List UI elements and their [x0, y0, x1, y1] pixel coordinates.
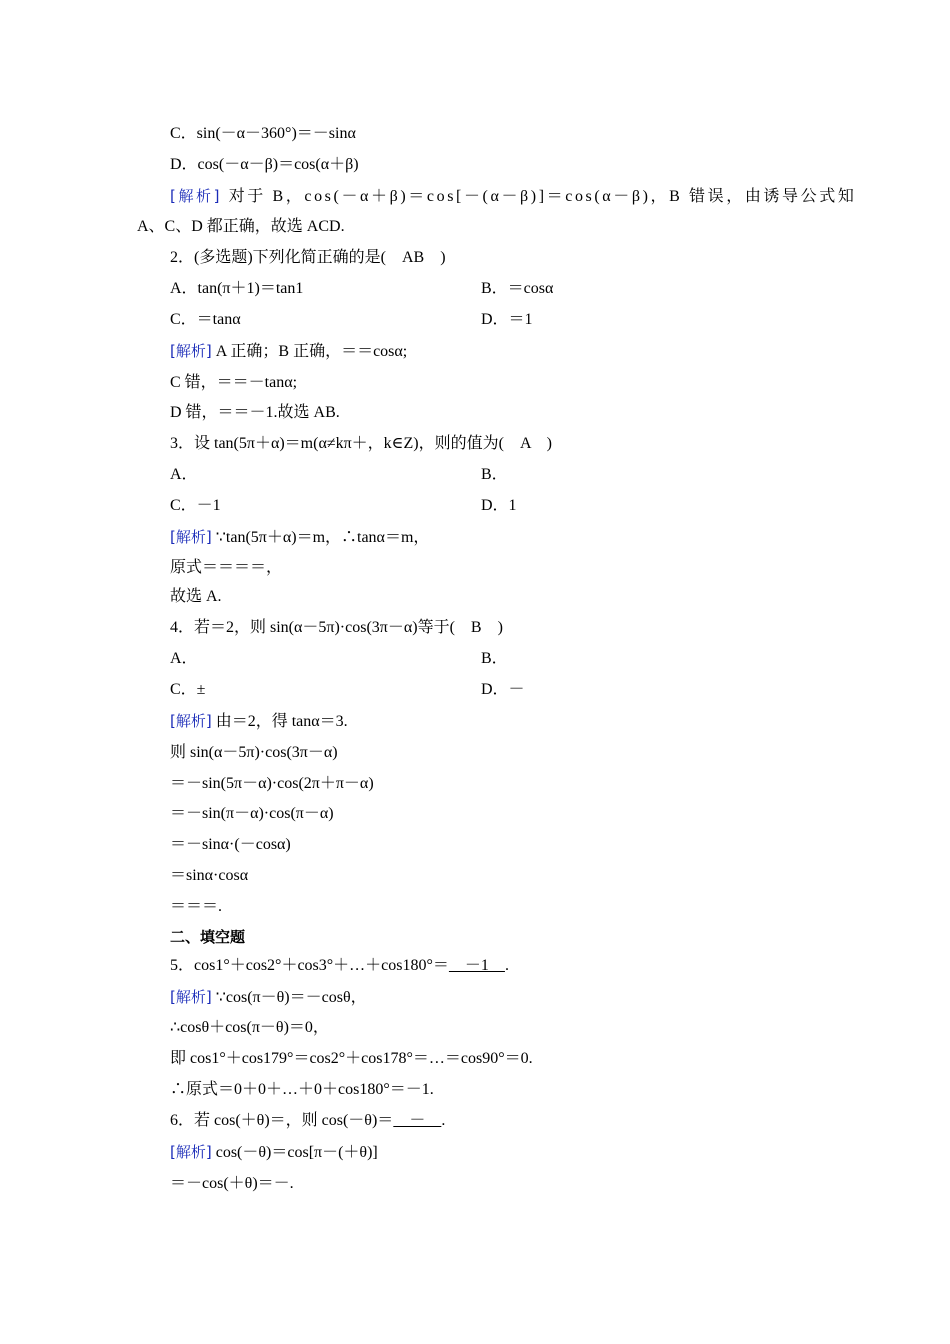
line-text: D．－	[481, 681, 525, 698]
text-line	[170, 1049, 533, 1069]
text-line	[170, 496, 221, 516]
text-line	[170, 248, 446, 268]
text-line	[170, 155, 359, 175]
line-text: A．	[170, 650, 198, 667]
line-text: D．＝1	[481, 311, 533, 328]
analysis-tag: [解析]	[170, 1143, 212, 1161]
line-text: 二、填空题	[170, 928, 246, 946]
text-line	[170, 465, 198, 485]
line-text: C．sin(－α－360°)＝－sinα	[170, 125, 356, 142]
text-line	[170, 1018, 329, 1038]
text-line	[170, 341, 407, 361]
line-text: A、C、D 都正确，故选 ACD.	[137, 218, 345, 235]
text-line	[170, 186, 856, 206]
line-text: 则 sin(α－5π)·cos(3π－α)	[170, 744, 338, 761]
line-text: 故选 A.	[170, 588, 222, 605]
line-text: A 正确；B 正确，＝＝cosα;	[211, 343, 408, 360]
text-line	[170, 774, 374, 794]
text-line	[170, 1111, 445, 1131]
answer-blank: －	[393, 1112, 442, 1129]
text-line	[170, 897, 222, 917]
text-line	[170, 987, 367, 1007]
line-text: D 错，＝＝－1.故选 AB.	[170, 404, 340, 421]
line-text: 由＝2，得 tanα＝3.	[211, 713, 348, 730]
text-line	[170, 680, 205, 700]
text-line	[170, 866, 248, 886]
text-line	[170, 649, 198, 669]
line-text: A．	[170, 466, 198, 483]
line-text: 5．cos1°＋cos2°＋cos3°＋…＋cos180°＝	[170, 957, 449, 974]
text-line	[170, 618, 503, 638]
line-text: 即 cos1°＋cos179°＝cos2°＋cos178°＝…＝cos90°＝0.	[170, 1050, 533, 1067]
text-line	[170, 558, 282, 578]
line-text: B．	[481, 466, 508, 483]
text-line	[170, 1174, 294, 1194]
line-text: D．1	[481, 497, 517, 514]
line-end: .	[504, 957, 509, 974]
text-line	[170, 804, 334, 824]
text-line	[170, 835, 291, 855]
text-line	[170, 956, 509, 976]
line-text: C．－1	[170, 497, 221, 514]
line-text: ∴原式＝0＋0＋…＋0＋cos180°＝－1.	[170, 1081, 434, 1098]
analysis-tag: [解析]	[170, 528, 212, 546]
text-line	[170, 711, 348, 731]
line-end: .	[441, 1112, 446, 1129]
line-text: C．±	[170, 681, 206, 698]
text-line	[170, 1080, 434, 1100]
analysis-tag: [解析]	[170, 712, 212, 730]
text-line	[137, 217, 345, 237]
line-text: B．	[481, 650, 508, 667]
line-text: 3．设 tan(5π＋α)＝m(α≠kπ＋，k∈Z)，则的值为( A )	[170, 435, 552, 452]
text-line	[481, 465, 508, 485]
line-text: C．＝tanα	[170, 311, 241, 328]
text-line	[170, 373, 297, 393]
answer-blank: －1	[448, 957, 505, 974]
line-text: ＝sinα·cosα	[170, 867, 249, 884]
line-text: ＝－sin(π－α)·cos(π－α)	[170, 805, 334, 822]
line-text: cos(－θ)＝cos[π－(＋θ)]	[211, 1144, 378, 1161]
text-line	[170, 310, 241, 330]
text-line	[170, 587, 222, 607]
text-line	[481, 649, 508, 669]
text-line	[481, 680, 525, 700]
text-line	[481, 310, 533, 330]
text-line	[170, 403, 340, 423]
line-text: B．＝cosα	[481, 280, 554, 297]
line-text: ∵tan(5π＋α)＝m，∴tanα＝m，	[211, 529, 430, 546]
line-text: 2．(多选题)下列化简正确的是( AB )	[170, 249, 446, 266]
analysis-tag: [解析]	[170, 342, 212, 360]
text-line	[481, 496, 517, 516]
text-line	[170, 527, 429, 547]
line-text: 4．若＝2，则 sin(α－5π)·cos(3π－α)等于( B )	[170, 619, 503, 636]
line-text: ＝－cos(＋θ)＝－.	[170, 1175, 294, 1192]
line-text: A．tan(π＋1)＝tan1	[170, 280, 304, 297]
text-line	[170, 1142, 378, 1162]
analysis-tag: [解析]	[170, 988, 212, 1006]
line-text: C 错，＝＝－tanα;	[170, 374, 298, 391]
text-line	[170, 927, 245, 947]
line-text: 6．若 cos(＋θ)＝，则 cos(－θ)＝	[170, 1112, 394, 1129]
line-text: 原式＝＝＝＝，	[170, 559, 283, 576]
text-line	[170, 124, 356, 144]
line-text: ＝＝＝.	[170, 898, 223, 915]
line-text: ＝－sinα·(－cosα)	[170, 836, 291, 853]
text-line	[170, 434, 552, 454]
line-text: ∵cos(π－θ)＝－cosθ，	[211, 989, 367, 1006]
text-line	[481, 279, 553, 299]
line-text: D．cos(－α－β)＝cos(α＋β)	[170, 156, 359, 173]
line-text: ∴cosθ＋cos(π－θ)＝0，	[170, 1019, 329, 1036]
line-text: ＝－sin(5π－α)·cos(2π＋π－α)	[170, 775, 374, 792]
analysis-tag: [解析]	[170, 187, 223, 205]
text-line	[170, 743, 338, 763]
line-text: 对于 B，cos(－α＋β)＝cos[－(α－β)]＝cos(α－β)，B 错误，由诱导公式知	[222, 188, 857, 205]
text-line	[170, 279, 303, 299]
